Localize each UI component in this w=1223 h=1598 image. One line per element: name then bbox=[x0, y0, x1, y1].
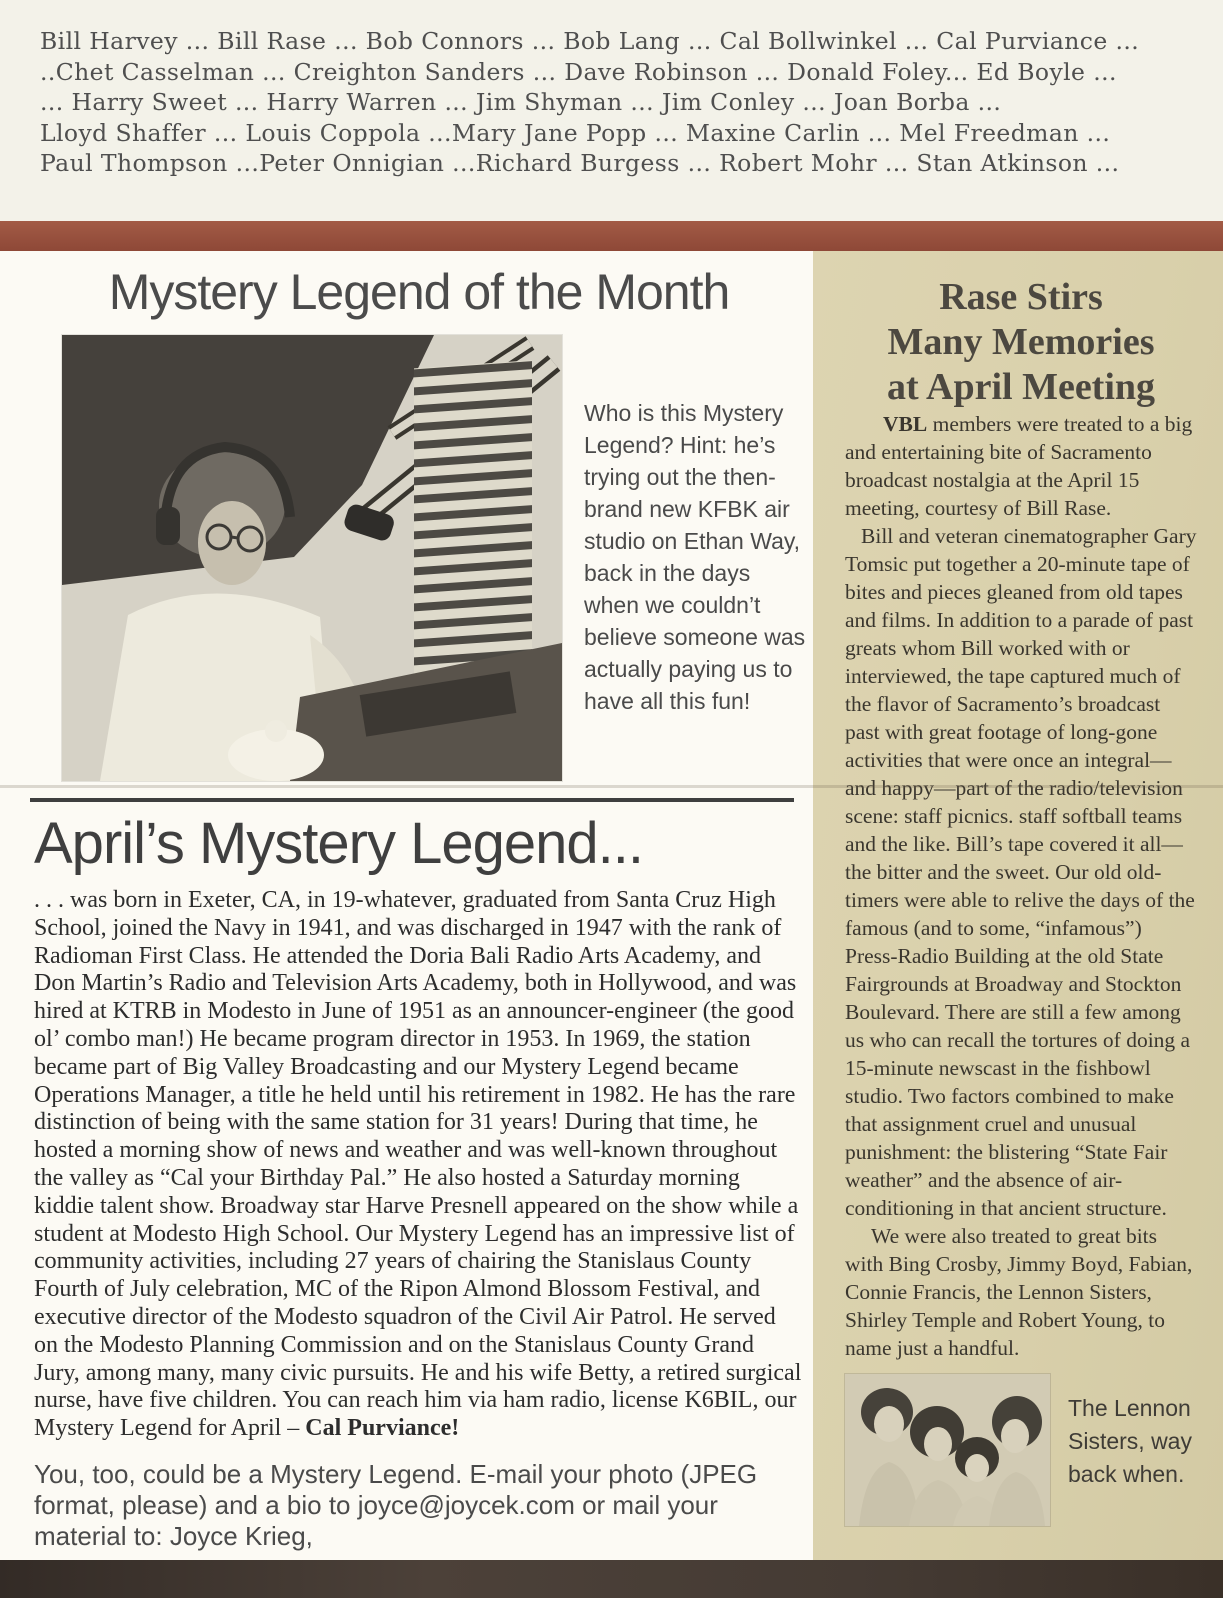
paragraph-text: members were treated to a big and entertaining bite of Sacramento broadcast nostalgia at the April 15 meeting, courtesy of Bill Rase. bbox=[845, 412, 1193, 520]
vbl-lead: VBL bbox=[883, 412, 928, 436]
name-ticker-line: ... Harry Sweet ... Harry Warren ... Jim Shyman ... Jim Conley ... Joan Borba ... bbox=[40, 88, 1002, 116]
article-paragraph: Bill and veteran cinematographer Gary Tomsic put together a 20-minute tape of bites and pieces gleaned from old tapes and films. In addition to a parade of past greats whom Bill worked with or interviewed, the tape captured much of the flavor of Sacramento’s broadcast past with great footage of long-gone activities that were once an integral—and happy—part of the radio/television scene: staff picnics. staff softball teams and the like. Bill’s tape covered it all—the bitter and the sweet. Our old old-timers were able to relive the days of the famous (and to some, “infamous”) Press-Radio Building at the old State Fairgrounds at Broadway and Stockton Boulevard. There are still a few among us who can recall the tortures of doing a 15-minute newscast in the fishbowl studio. Two factors combined to make that assignment cruel and unusual punishment: the blistering “State Fair weather” and the absence of air-conditioning in that ancient structure. bbox=[845, 524, 1197, 1220]
submission-note: You, too, could be a Mystery Legend. E-mail your photo (JPEG format, please) and a bio to joyce@joycek.com or mail your material to: Joyce Krieg, bbox=[34, 1458, 758, 1551]
maroon-divider-bar bbox=[0, 221, 1223, 251]
section-rule bbox=[30, 798, 794, 802]
headline-line: Rase Stirs bbox=[939, 276, 1103, 318]
masthead-name-ticker bbox=[40, 26, 1200, 179]
article-answer-name: Cal Purviance! bbox=[305, 1415, 460, 1442]
name-ticker-line: Lloyd Shaffer ... Louis Coppola ...Mary Jane Popp ... Maxine Carlin ... Mel Freedman ... bbox=[40, 118, 1111, 147]
scan-bottom-edge bbox=[0, 1560, 1223, 1598]
article-paragraph: We were also treated to great bits with Bing Crosby, Jimmy Boyd, Fabian, Connie Francis, the Lennon Sisters, Shirley Temple and Robert Young, to name just a handful. bbox=[845, 1224, 1193, 1360]
headline-line: Many Memories bbox=[887, 321, 1155, 363]
studio-photo-caption: Who is this Mystery Legend? Hint: he’s trying out the then-brand new KFBK air studio on Ethan Way, back in the days when we couldn’t believe someone was actually paying us to have all this fun! bbox=[584, 400, 806, 714]
headline-line: at April Meeting bbox=[886, 366, 1156, 408]
lennon-sisters-photo-row bbox=[813, 1374, 1223, 1526]
name-ticker-line: ..Chet Casselman ... Creighton Sanders ... Dave Robinson ... Donald Foley... Ed Boyle ... bbox=[40, 57, 1117, 86]
left-column bbox=[30, 251, 808, 1552]
name-ticker-line: Paul Thompson ...Peter Onnigian ...Richard Burgess ... Robert Mohr ... Stan Atkinson ... bbox=[40, 149, 1120, 177]
mystery-legend-article bbox=[34, 887, 802, 1443]
right-column bbox=[813, 251, 1223, 1560]
rase-stirs-headline bbox=[845, 275, 1197, 410]
mystery-legend-studio-photo bbox=[62, 335, 562, 781]
mystery-legend-photo-row bbox=[30, 335, 808, 781]
cart-rack bbox=[414, 360, 532, 676]
lennon-sisters-photo bbox=[845, 1374, 1050, 1526]
article-paragraph bbox=[845, 410, 1197, 522]
lennon-sisters-caption: The Lennon Sisters, way back when. bbox=[1068, 1395, 1192, 1487]
mystery-legend-headline: Mystery Legend of the Month bbox=[108, 264, 730, 320]
rase-stirs-article bbox=[845, 410, 1197, 1362]
scan-fold-crease bbox=[0, 785, 1223, 788]
article-text: . . . was born in Exeter, CA, in 19-whatever, graduated from Santa Cruz High School, joined the Navy in 1941, and was discharged in 1947 with the rank of Radioman First Class. He attended the Doria Bali Radio Arts Academy, and Don Martin’s Radio and Television Arts Academy, both in Hollywood, and was hired at KTRB in Modesto in June of 1951 as an announcer-engineer (the good ol’ combo man!) He became program director in 1953. In 1969, the station became part of Big Valley Broadcasting and our Mystery Legend became Operations Manager, a title he held until his retirement in 1982. He has the rare distinction of being with the same station for 31 years! During that time, he hosted a morning show of news and weather and was well-known throughout the valley as “Cal your Birthday Pal.” He also hosted a Saturday morning kiddie talent show. Broadway star Harve Presnell appeared on the show while a student at Modesto High School. Our Mystery Legend has an impressive list of community activities, including 27 years of chairing the Stanislaus County Fourth of July celebration, MC of the Ripon Almond Blossom Festival, and executive director of the Modesto squadron of the Civil Air Patrol. He served on the Modesto Planning Commission and on the Stanislaus County Grand Jury, among many, many civic pursuits. He and his wife Betty, a retired surgical nurse, have five children. You can reach him via ham radio, license K6BIL, our Mystery Legend for April – bbox=[34, 887, 802, 1442]
name-ticker-line: Bill Harvey ... Bill Rase ... Bob Connors ... Bob Lang ... Cal Bollwinkel ... Cal Purviance ... bbox=[40, 27, 1140, 55]
april-mystery-legend-headline: April’s Mystery Legend... bbox=[34, 811, 643, 876]
